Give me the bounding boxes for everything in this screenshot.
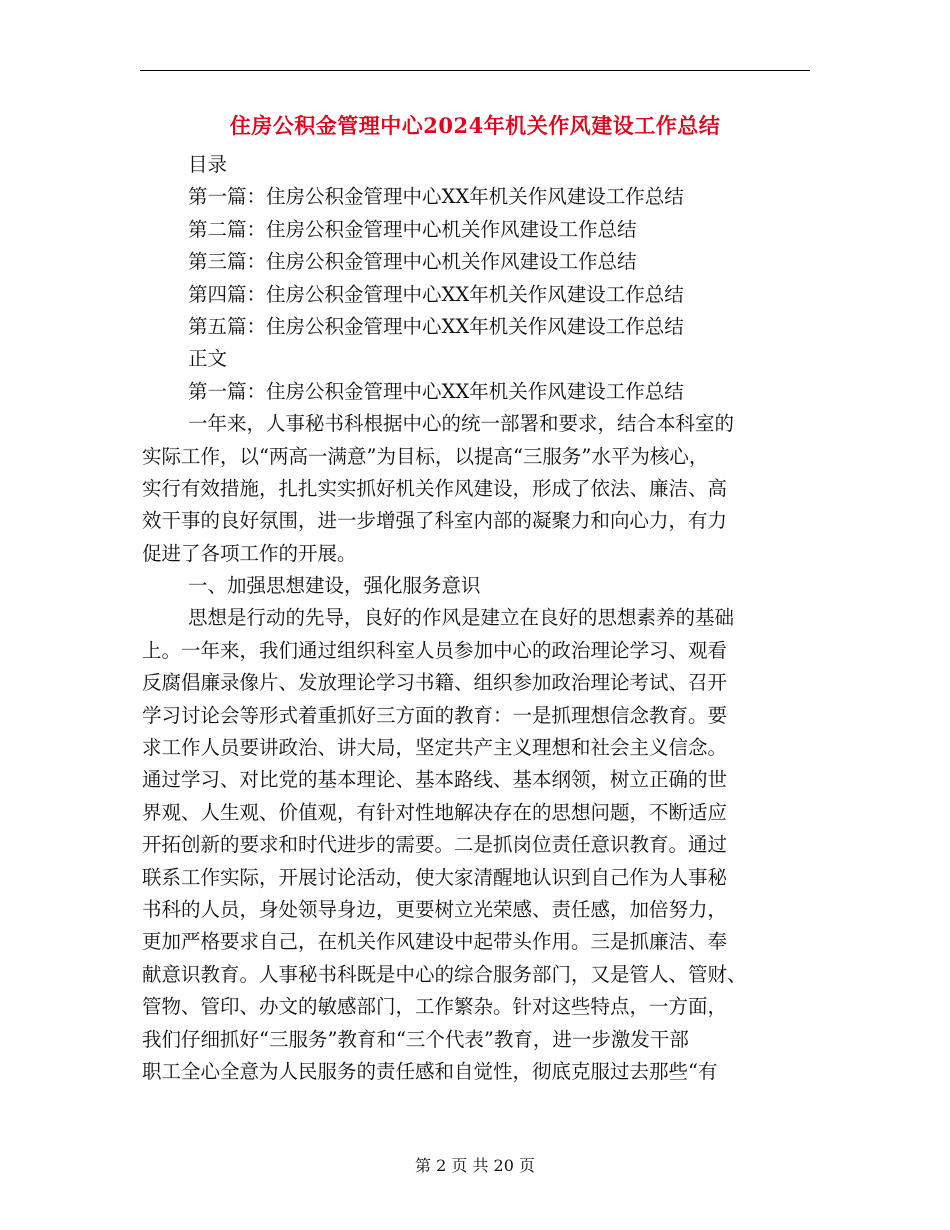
paragraph-line: 联系工作实际，开展讨论活动，使大家清醒地认识到自己作为人事秘 (142, 865, 728, 889)
chapter-title: 第一篇：住房公积金管理中心XX年机关作风建设工作总结 (188, 379, 684, 403)
paragraph-line: 我们仔细抓好“三服务”教育和“三个代表”教育，进一步激发干部 (142, 1027, 689, 1051)
paragraph-line: 开拓创新的要求和时代进步的需要。二是抓岗位责任意识教育。通过 (142, 833, 728, 857)
paragraph-line: 界观、人生观、价值观，有针对性地解决存在的思想问题，不断适应 (142, 800, 728, 824)
document-body (142, 149, 806, 1088)
paragraph-line: 献意识教育。人事秘书科既是中心的综合服务部门，又是管人、管财、 (142, 962, 747, 986)
paragraph-thought (142, 602, 806, 1088)
paragraph-line: 反腐倡廉录像片、发放理论学习书籍、组织参加政治理论考试、召开 (142, 671, 728, 695)
paragraph-line: 更加严格要求自己，在机关作风建设中起带头作用。三是抓廉洁、奉 (142, 930, 728, 954)
paragraph-line: 实际工作，以“两高一满意”为目标，以提高“三服务”水平为核心， (142, 444, 709, 468)
paragraph-line: 学习讨论会等形式着重抓好三方面的教育：一是抓理想信念教育。要 (142, 703, 728, 727)
header-rule (140, 70, 810, 71)
toc-item-5: 第五篇：住房公积金管理中心XX年机关作风建设工作总结 (188, 314, 684, 338)
paragraph-line: 效干事的良好氛围，进一步增强了科室内部的凝聚力和向心力，有力 (142, 509, 728, 533)
section-heading: 一、加强思想建设，强化服务意识 (188, 574, 481, 598)
page-number: 第 2 页 共 20 页 (415, 1156, 535, 1175)
paragraph-line: 管物、管印、办文的敏感部门，工作繁杂。针对这些特点，一方面， (142, 995, 728, 1019)
paragraph-line: 职工全心全意为人民服务的责任感和自觉性，彻底克服过去那些“有 (142, 1059, 718, 1083)
paragraph-line: 求工作人员要讲政治、讲大局，坚定共产主义理想和社会主义信念。 (142, 736, 728, 760)
paragraph-line: 实行有效措施，扎扎实实抓好机关作风建设，形成了依法、廉洁、高 (142, 476, 728, 500)
toc-item-3: 第三篇：住房公积金管理中心机关作风建设工作总结 (188, 250, 637, 274)
paragraph-line: 上。一年来，我们通过组织科室人员参加中心的政治理论学习、观看 (142, 638, 728, 662)
paragraph-line: 通过学习、对比党的基本理论、基本路线、基本纲领，树立正确的世 (142, 768, 728, 792)
toc-item-4: 第四篇：住房公积金管理中心XX年机关作风建设工作总结 (188, 282, 684, 306)
document-title: 住房公积金管理中心2024年机关作风建设工作总结 (229, 113, 721, 138)
paragraph-line: 一年来，人事秘书科根据中心的统一部署和要求，结合本科室的 (188, 412, 735, 436)
paragraph-line: 思想是行动的先导，良好的作风是建立在良好的思想素养的基础 (188, 606, 735, 630)
paragraph-line: 促进了各项工作的开展。 (142, 541, 357, 565)
body-heading: 正文 (188, 347, 228, 371)
toc-item-1: 第一篇：住房公积金管理中心XX年机关作风建设工作总结 (188, 185, 684, 209)
toc-item-2: 第二篇：住房公积金管理中心机关作风建设工作总结 (188, 217, 637, 241)
paragraph-intro (142, 408, 806, 570)
paragraph-line: 书科的人员，身处领导身边，更要树立光荣感、责任感，加倍努力， (142, 897, 728, 921)
toc-heading: 目录 (188, 153, 228, 176)
